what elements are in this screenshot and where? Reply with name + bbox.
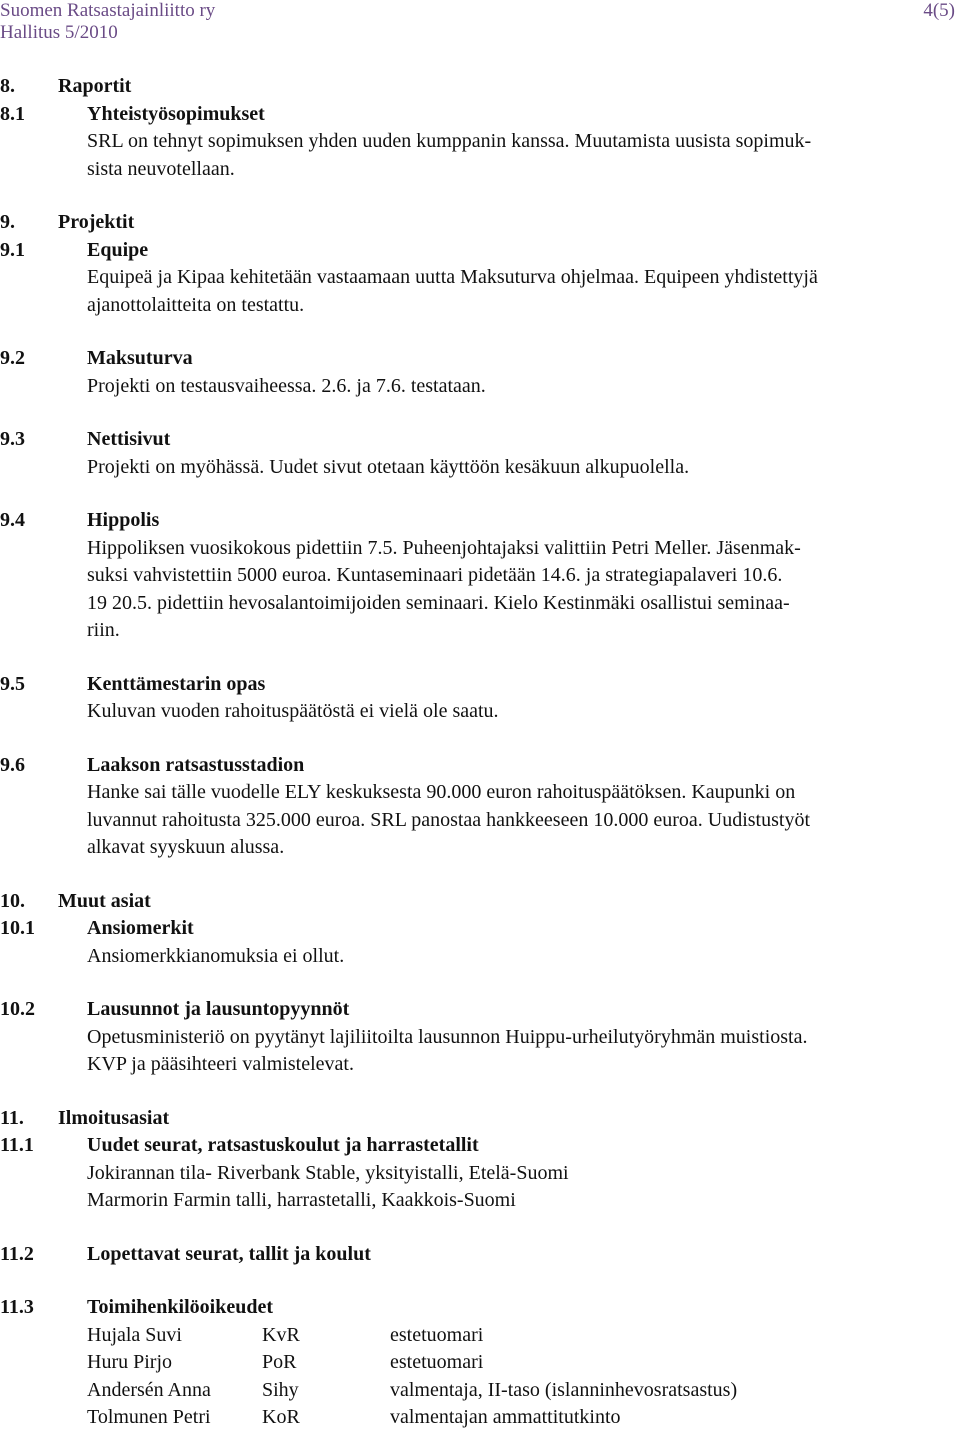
paragraph-line xyxy=(0,454,955,482)
paragraph-line xyxy=(0,562,955,590)
section-9-2-heading xyxy=(0,345,955,373)
paragraph-line xyxy=(0,834,955,862)
paragraph-line xyxy=(0,617,955,645)
paragraph-text: Projekti on myöhässä. Uudet sivut otetaan käyttöön kesäkuun alkupuolella. xyxy=(87,455,690,478)
section-9-1-heading xyxy=(0,237,955,265)
paragraph-text: riin. xyxy=(87,619,120,641)
subsection-number: 11.2 xyxy=(0,1242,34,1265)
paragraph-line xyxy=(0,373,955,401)
paragraph-line xyxy=(0,264,955,292)
header-organization: Suomen Ratsastajainliitto ry xyxy=(0,0,216,21)
paragraph-line xyxy=(0,292,955,320)
paragraph-line xyxy=(0,590,955,618)
official-row xyxy=(0,1377,955,1405)
section-number: 8. xyxy=(0,75,15,97)
official-district: KoR xyxy=(262,1406,300,1428)
section-9-5-heading xyxy=(0,671,955,699)
official-role: estetuomari xyxy=(390,1323,484,1346)
official-name: Tolmunen Petri xyxy=(87,1406,211,1428)
section-11-1-heading xyxy=(0,1132,955,1160)
paragraph-text: Ansiomerkkianomuksia ei ollut. xyxy=(87,944,345,967)
official-row xyxy=(0,1349,955,1377)
paragraph-text: Opetusministeriö on pyytänyt lajiliitoilta lausunnon Huippu-urheilutyöryhmän muistiosta. xyxy=(87,1025,808,1048)
paragraph-text: suksi vahvistettiin 5000 euroa. Kuntaseminaari pidetään 14.6. ja strategiapalaveri 10.6. xyxy=(87,564,783,586)
subsection-title: Toimihenkilöoikeudet xyxy=(87,1296,273,1318)
section-9-3-heading xyxy=(0,426,955,454)
paragraph-text: sista neuvotellaan. xyxy=(87,157,235,180)
paragraph-line xyxy=(0,535,955,563)
official-role: valmentaja, II-taso (islanninhevosratsastus) xyxy=(390,1378,738,1401)
official-row xyxy=(0,1404,955,1432)
paragraph-text: Marmorin Farmin talli, harrastetalli, Kaakkois-Suomi xyxy=(87,1189,516,1211)
section-11-3-heading xyxy=(0,1294,955,1322)
subsection-title: Maksuturva xyxy=(87,347,193,369)
subsection-number: 9.2 xyxy=(0,347,25,369)
subsection-title: Uudet seurat, ratsastuskoulut ja harrastetallit xyxy=(87,1134,479,1156)
section-number: 11. xyxy=(0,1106,24,1129)
section-number: 9. xyxy=(0,211,15,233)
section-10-1-heading xyxy=(0,915,955,943)
paragraph-text: luvannut rahoitusta 325.000 euroa. SRL panostaa hankkeeseen 10.000 euroa. Uudistustyöt xyxy=(87,808,810,831)
minutes-body xyxy=(0,73,955,1432)
section-8-1-heading xyxy=(0,101,955,129)
paragraph-line xyxy=(0,943,955,971)
section-11-2-heading xyxy=(0,1241,955,1269)
subsection-number: 11.1 xyxy=(0,1134,34,1156)
subsection-title: Nettisivut xyxy=(87,428,171,450)
paragraph-text: alkavat syyskuun alussa. xyxy=(87,836,285,858)
subsection-number: 9.5 xyxy=(0,672,25,695)
page-number: 4(5) xyxy=(923,0,955,21)
paragraph-text: ajanottolaitteita on testattu. xyxy=(87,293,305,316)
subsection-title: Lopettavat seurat, tallit ja koulut xyxy=(87,1242,371,1265)
official-name: Huru Pirjo xyxy=(87,1351,172,1373)
official-name: Hujala Suvi xyxy=(87,1323,182,1346)
section-11-heading xyxy=(0,1105,955,1133)
subsection-number: 9.1 xyxy=(0,238,25,261)
section-10-2-heading xyxy=(0,996,955,1024)
paragraph-line xyxy=(0,128,955,156)
section-9-heading xyxy=(0,209,955,237)
subsection-number: 10.2 xyxy=(0,998,35,1020)
official-role: valmentajan ammattitutkinto xyxy=(390,1406,621,1428)
section-number: 10. xyxy=(0,889,25,912)
paragraph-text: KVP ja pääsihteeri valmistelevat. xyxy=(87,1053,354,1075)
subsection-number: 9.4 xyxy=(0,509,25,531)
subsection-title: Lausunnot ja lausuntopyynnöt xyxy=(87,998,350,1020)
paragraph-line xyxy=(0,807,955,835)
section-title: Muut asiat xyxy=(58,889,151,912)
paragraph-line xyxy=(0,156,955,184)
header-meeting: Hallitus 5/2010 xyxy=(0,22,118,43)
section-title: Ilmoitusasiat xyxy=(58,1106,170,1129)
section-9-4-heading xyxy=(0,507,955,535)
paragraph-text: Projekti on testausvaiheessa. 2.6. ja 7.6. testataan. xyxy=(87,374,486,397)
subsection-title: Equipe xyxy=(87,238,149,261)
official-district: Sihy xyxy=(262,1378,299,1401)
subsection-number: 9.6 xyxy=(0,753,25,776)
paragraph-text: Kuluvan vuoden rahoituspäätöstä ei vielä ole saatu. xyxy=(87,700,499,722)
subsection-title: Laakson ratsastusstadion xyxy=(87,753,305,776)
subsection-title: Hippolis xyxy=(87,509,160,531)
official-role: estetuomari xyxy=(390,1351,484,1373)
subsection-title: Yhteistyösopimukset xyxy=(87,102,265,125)
official-district: PoR xyxy=(262,1351,297,1373)
subsection-number: 10.1 xyxy=(0,917,35,939)
paragraph-line xyxy=(0,1051,955,1079)
official-district: KvR xyxy=(262,1323,300,1346)
subsection-title: Ansiomerkit xyxy=(87,917,194,939)
paragraph-text: Hippoliksen vuosikokous pidettiin 7.5. Puheenjohtajaksi valittiin Petri Meller. Jäsenmak- xyxy=(87,536,801,559)
paragraph-text: 19 20.5. pidettiin hevosalantoimijoiden seminaari. Kielo Kestinmäki osallistui seminaa- xyxy=(87,591,790,614)
official-name: Andersén Anna xyxy=(87,1378,211,1401)
paragraph-text: Equipeä ja Kipaa kehitetään vastaamaan uutta Maksuturva ohjelmaa. Equipeen yhdistettyjä xyxy=(87,266,818,288)
section-10-heading xyxy=(0,888,955,916)
paragraph-line xyxy=(0,1024,955,1052)
section-8-heading xyxy=(0,73,955,101)
paragraph-text: SRL on tehnyt sopimuksen yhden uuden kumppanin kanssa. Muutamista uusista sopimuk- xyxy=(87,130,812,152)
paragraph-line xyxy=(0,1160,955,1188)
paragraph-text: Jokirannan tila- Riverbank Stable, yksityistalli, Etelä-Suomi xyxy=(87,1161,569,1184)
section-title: Raportit xyxy=(58,75,132,97)
section-title: Projektit xyxy=(58,211,135,233)
subsection-number: 8.1 xyxy=(0,102,25,125)
paragraph-text: Hanke sai tälle vuodelle ELY keskuksesta 90.000 euron rahoituspäätöksen. Kaupunki on xyxy=(87,781,796,803)
official-row xyxy=(0,1322,955,1350)
subsection-number: 9.3 xyxy=(0,428,25,450)
paragraph-line xyxy=(0,779,955,807)
subsection-title: Kenttämestarin opas xyxy=(87,672,266,695)
paragraph-line xyxy=(0,698,955,726)
section-9-6-heading xyxy=(0,752,955,780)
subsection-number: 11.3 xyxy=(0,1296,34,1318)
paragraph-line xyxy=(0,1187,955,1215)
